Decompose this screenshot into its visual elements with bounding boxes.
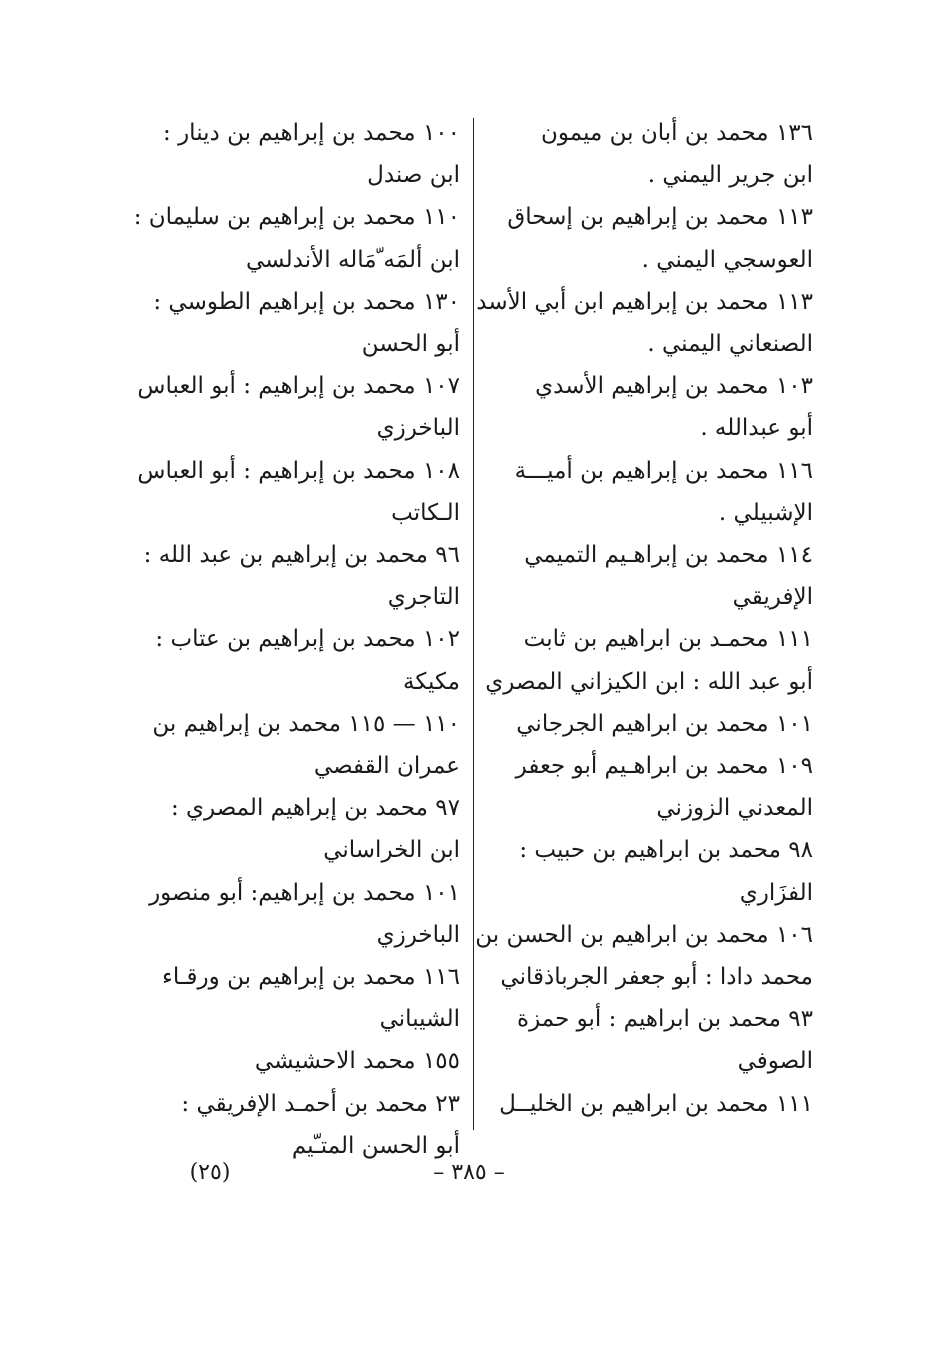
index-entry: [135, 956, 460, 1040]
index-entry: [135, 112, 460, 196]
entry-heading: ٢٣ محمد بن أحمـد الإفريقي :: [181, 1090, 460, 1117]
index-entry: [135, 872, 460, 956]
entry-continuation: أبو عبد الله : ابن الكيزاني المصري: [485, 668, 813, 695]
entry-heading: ١٠١ محمد بن ابراهيم الجرجاني: [516, 710, 813, 737]
entry-continuation: محمد دادا : أبو جعفر الجرباذقاني: [500, 964, 813, 991]
entry-heading: ١١١ محمد بن ابراهيم بن الخليــل: [499, 1090, 813, 1117]
index-entry: [135, 281, 460, 365]
entry-continuation: أبو الحسن المتـّيم: [291, 1132, 460, 1159]
entry-continuation: أبو الحسن: [361, 331, 460, 358]
entry-heading: ١٠٢ محمد بن إبراهيم بن عتاب :: [155, 626, 460, 653]
entry-heading: ١٠٨ محمد بن إبراهيم : أبو العباس: [137, 457, 460, 484]
index-entry: [135, 1083, 460, 1167]
index-entry: [476, 281, 813, 365]
index-entry: [488, 365, 813, 449]
index-entry: [488, 829, 813, 913]
index-entry: [488, 703, 813, 745]
entry-heading: ١١٤ محمد بن إبراهـيم التميمي: [524, 542, 813, 569]
index-entry: [135, 1040, 460, 1082]
entry-continuation: عمران القفصي: [313, 753, 460, 780]
entry-continuation: الإفريقي: [732, 584, 813, 611]
index-entry: [135, 196, 460, 280]
index-entry: [488, 450, 813, 534]
entry-continuation: أبو عبدالله .: [700, 415, 813, 442]
right-column: [475, 112, 813, 1125]
index-entry: [135, 365, 460, 449]
entry-continuation: الباخرزي: [376, 415, 460, 442]
entry-continuation: ابن صندل: [367, 162, 460, 189]
index-entry: [475, 914, 813, 998]
column-divider: [473, 118, 474, 1130]
entry-heading: ٩٧ محمد بن إبراهيم المصري :: [170, 795, 460, 822]
entry-heading: ١٠٩ محمد بن ابراهـيم أبو جعفر: [515, 753, 813, 780]
entry-continuation: الباخرزي: [376, 921, 460, 948]
entry-heading: ١٠٣ محمد بن إبراهيم الأسدي: [535, 373, 813, 400]
entry-heading: ١٠٧ محمد بن إبراهيم : أبو العباس: [137, 373, 460, 400]
entry-heading: ١٠٠ محمد بن إبراهيم بن دينار :: [163, 120, 460, 146]
index-entry: [488, 998, 813, 1082]
entry-continuation: الصوفي: [737, 1048, 813, 1075]
index-entry: [488, 112, 813, 196]
entry-continuation: التاجري: [387, 584, 460, 611]
entry-continuation: ابن جرير اليمني .: [647, 162, 813, 189]
index-entry: [488, 534, 813, 618]
index-entry: [135, 703, 460, 787]
entry-heading: ١٣٠ محمد بن إبراهيم الطوسي :: [153, 288, 460, 315]
index-entry: [135, 534, 460, 618]
index-entry: [135, 618, 460, 702]
entry-heading: ١٣٦ محمد بن أبان بن ميمون: [541, 120, 813, 146]
page-number: – ٣٨٥ –: [433, 1160, 505, 1185]
index-entry: [488, 1083, 813, 1125]
entry-continuation: مكيكة: [403, 668, 460, 695]
entry-continuation: الفزَاري: [739, 879, 813, 906]
index-entry: [135, 787, 460, 871]
entry-heading: ١٠٦ محمد بن ابراهيم بن الحسن بن: [475, 921, 813, 948]
entry-heading: ١١٦ محمد بن إبراهيم بن ورقـاء: [162, 964, 460, 991]
entry-continuation: ابن الخراساني: [323, 837, 460, 864]
entry-continuation: الصنعاني اليمني .: [647, 331, 813, 358]
entry-heading: ١١٠ — ١١٥ محمد بن إبراهيم بن: [152, 710, 460, 737]
entry-heading: ١١٣ محمد بن إبراهيم بن إسحاق: [507, 204, 813, 231]
entry-heading: ٩٣ محمد بن ابراهيم : أبو حمزة: [517, 1006, 813, 1033]
entry-heading: ٩٦ محمد بن إبراهيم بن عبد الله :: [143, 542, 460, 569]
entry-heading: ٩٨ محمد بن ابراهيم بن حبيب :: [519, 837, 813, 864]
entry-continuation: ابن ألمَه ّمَاله الأندلسي: [245, 246, 460, 273]
entry-continuation: الشيباني: [379, 1006, 460, 1033]
entry-heading: ١١٠ محمد بن إبراهيم بن سليمان :: [133, 204, 460, 231]
entry-continuation: الإشبيلي .: [718, 499, 813, 526]
entry-heading: ١١٦ محمد بن إبراهيم بن أميـــة: [514, 457, 813, 484]
entry-continuation: الـكاتب: [391, 499, 460, 526]
entry-continuation: المعدني الزوزني: [656, 795, 813, 822]
entry-heading: ١٥٥ محمد الاحشيشي: [254, 1048, 460, 1075]
index-entry: [488, 196, 813, 280]
signature-mark: (٢٥): [189, 1160, 231, 1185]
entry-continuation: العوسجي اليمني .: [641, 246, 813, 273]
left-column: [135, 112, 460, 1167]
entry-heading: ١١٣ محمد بن إبراهيم ابن أبي الأسد: [476, 288, 813, 315]
index-entry: [135, 450, 460, 534]
entry-heading: ١٠١ محمد بن إبراهيم: أبو منصور: [149, 879, 460, 906]
index-entry: [485, 618, 813, 702]
index-entry: [488, 745, 813, 829]
entry-heading: ١١١ محمـد بن ابراهيم بن ثابت: [523, 626, 813, 653]
